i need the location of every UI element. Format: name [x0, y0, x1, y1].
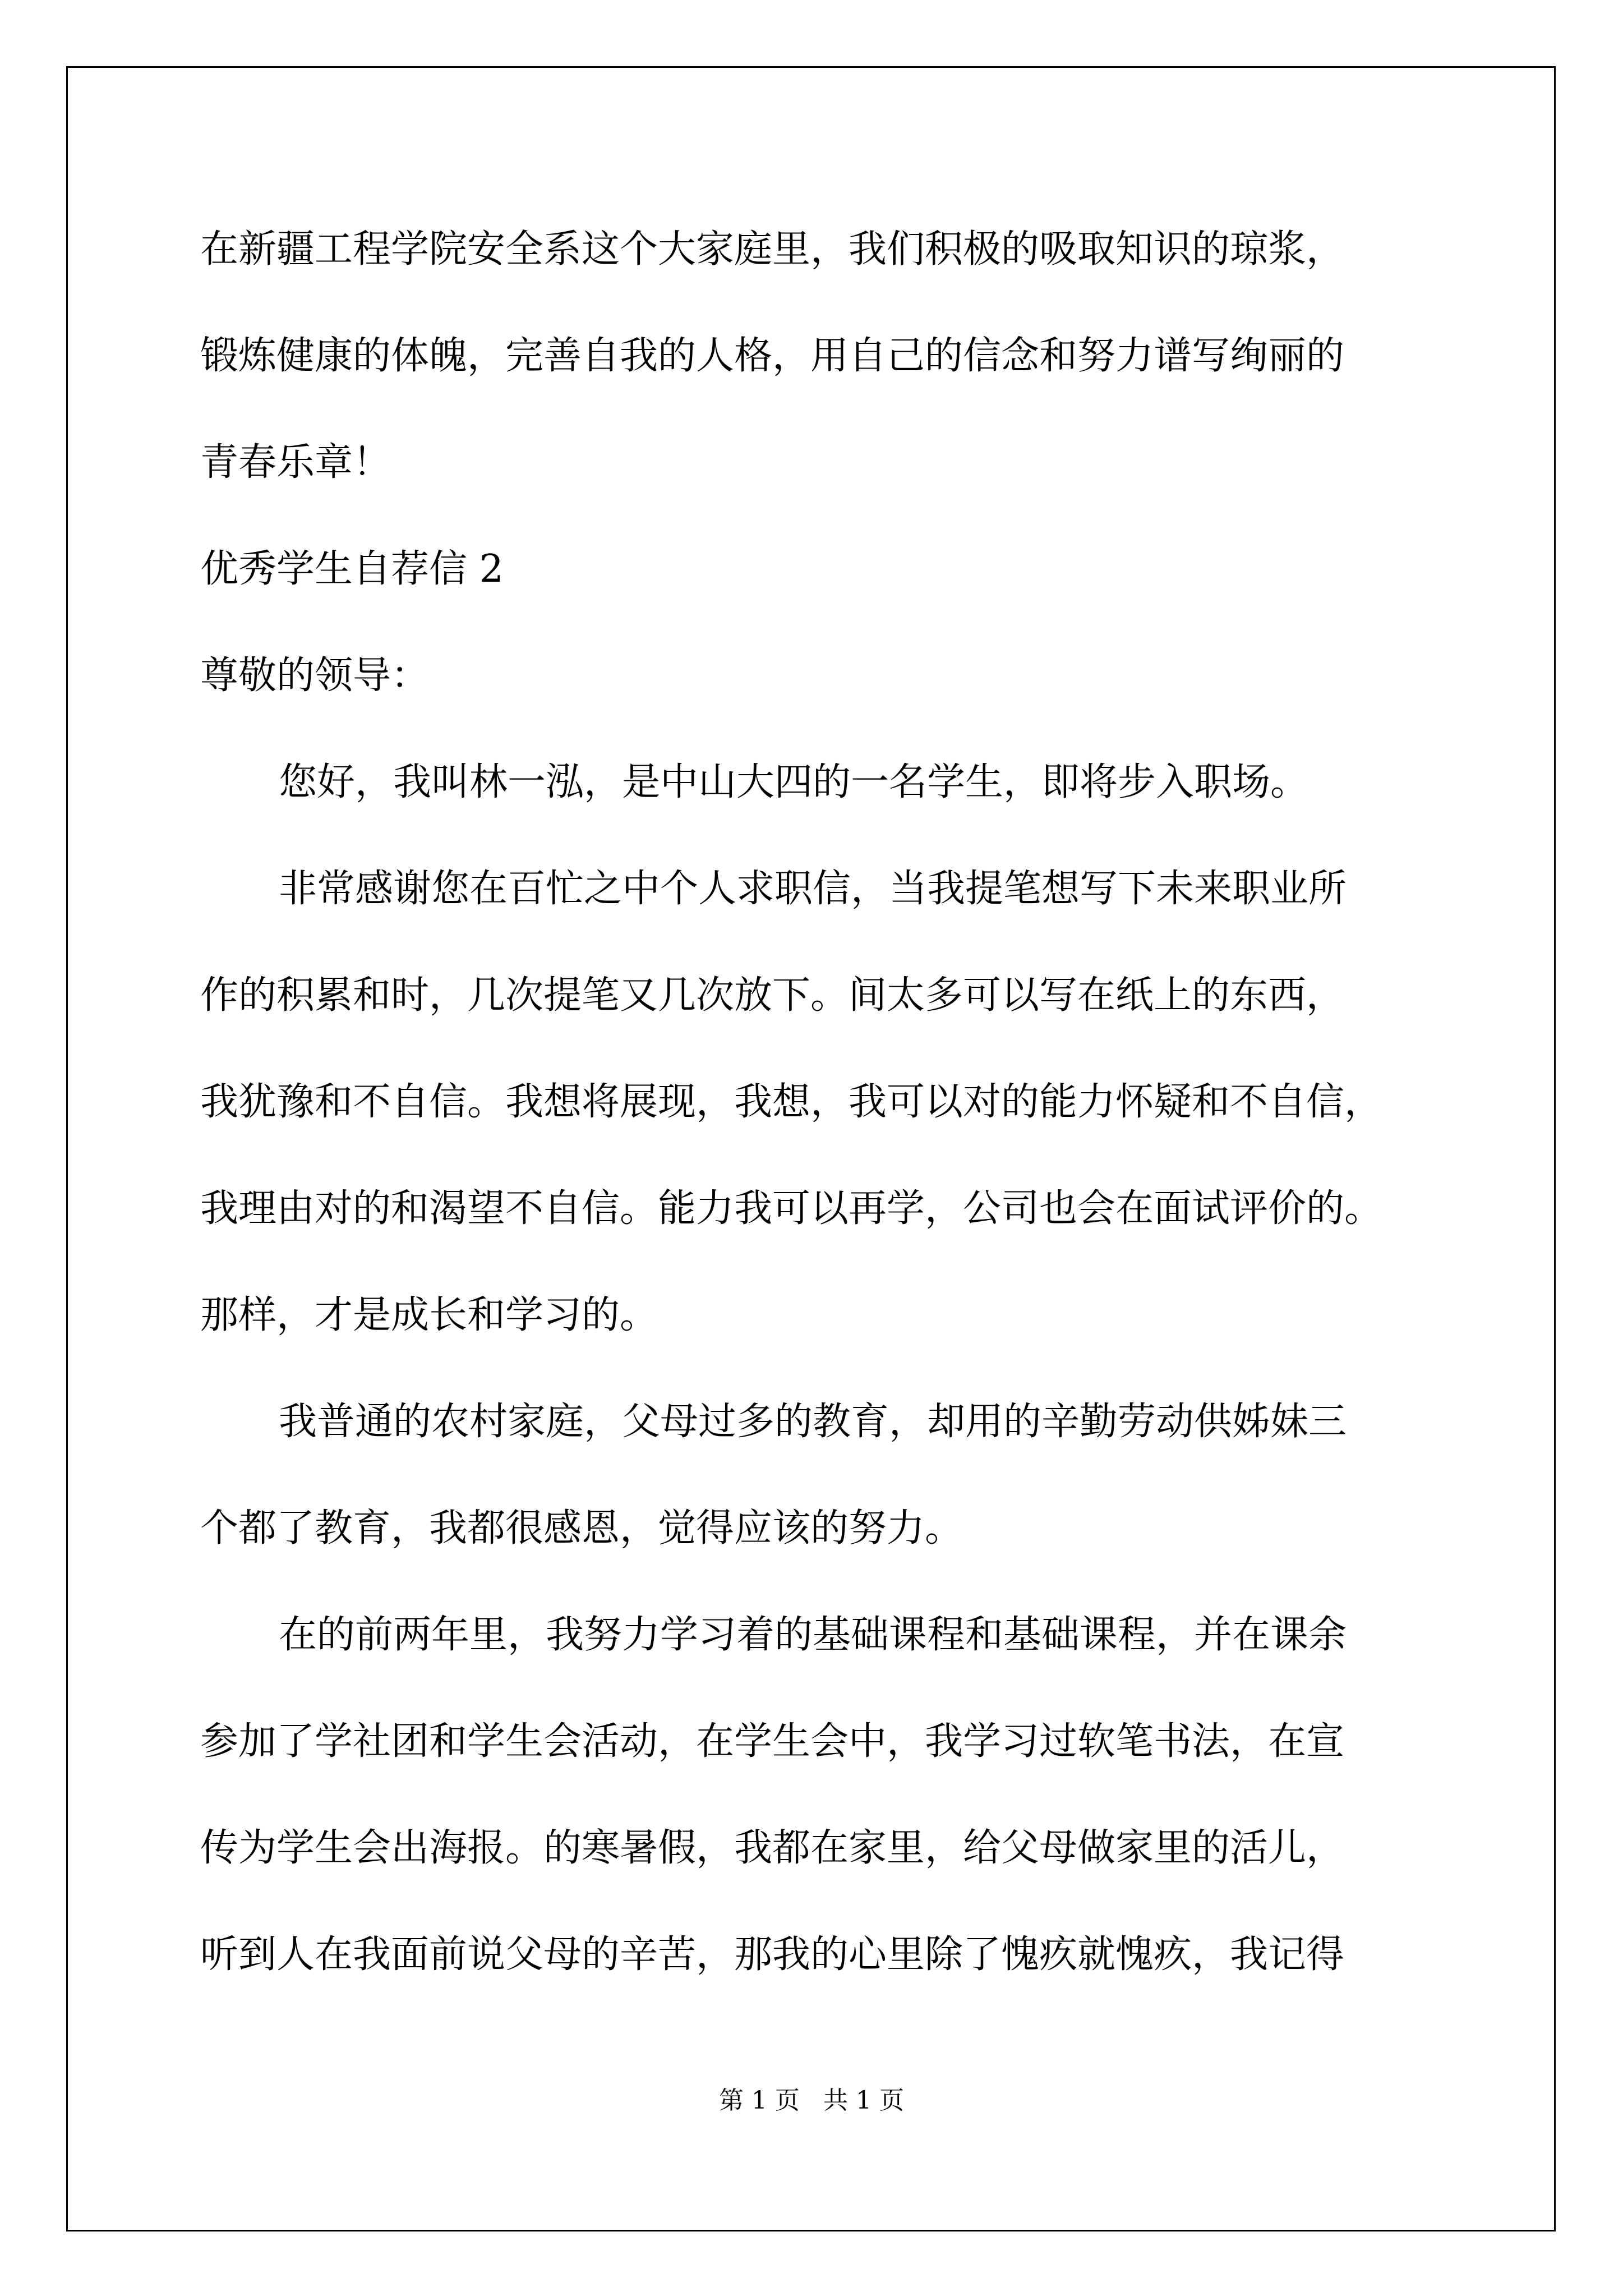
body-line-10: 我理由对的和渴望不自信。能力我可以再学，公司也会在面试评价的。: [200, 1186, 1383, 1231]
page-border: [66, 66, 1556, 2231]
body-line-7: 非常感谢您在百忙之中个人求职信，当我提笔想写下未来职业所: [279, 867, 1347, 911]
body-line-12: 我普通的农村家庭，父母过多的教育，却用的辛勤劳动供姊妹三: [279, 1400, 1347, 1444]
body-line-16: 传为学生会出海报。的寒暑假，我都在家里，给父母做家里的活儿，: [200, 1826, 1345, 1870]
page-footer: 第 1 页 共 1 页: [719, 2086, 904, 2115]
body-line-6: 您好，我叫林一泓，是中山大四的一名学生，即将步入职场。: [279, 760, 1309, 804]
letter-heading: 优秀学生自荐信 2: [200, 547, 504, 591]
body-line-9: 我犹豫和不自信。我想将展现，我想，我可以对的能力怀疑和不自信，: [200, 1080, 1383, 1124]
body-line-14: 在的前两年里，我努力学习着的基础课程和基础课程，并在课余: [279, 1613, 1347, 1657]
body-line-1: 在新疆工程学院安全系这个大家庭里，我们积极的吸取知识的琼浆，: [200, 227, 1345, 272]
body-line-13: 个都了教育，我都很感恩，觉得应该的努力。: [200, 1506, 963, 1550]
salutation: 尊敬的领导：: [200, 654, 430, 698]
body-line-2: 锻炼健康的体魄，完善自我的人格，用自己的信念和努力谱写绚丽的: [200, 334, 1345, 378]
body-line-17: 听到人在我面前说父母的辛苦，那我的心里除了愧疚就愧疚，我记得: [200, 1932, 1345, 1977]
body-line-15: 参加了学社团和学生会活动，在学生会中，我学习过软笔书法，在宣: [200, 1719, 1345, 1764]
body-line-8: 作的积累和时，几次提笔又几次放下。间太多可以写在纸上的东西，: [200, 973, 1345, 1018]
body-line-11: 那样，才是成长和学习的。: [200, 1293, 658, 1337]
body-line-3: 青春乐章！: [200, 440, 391, 485]
